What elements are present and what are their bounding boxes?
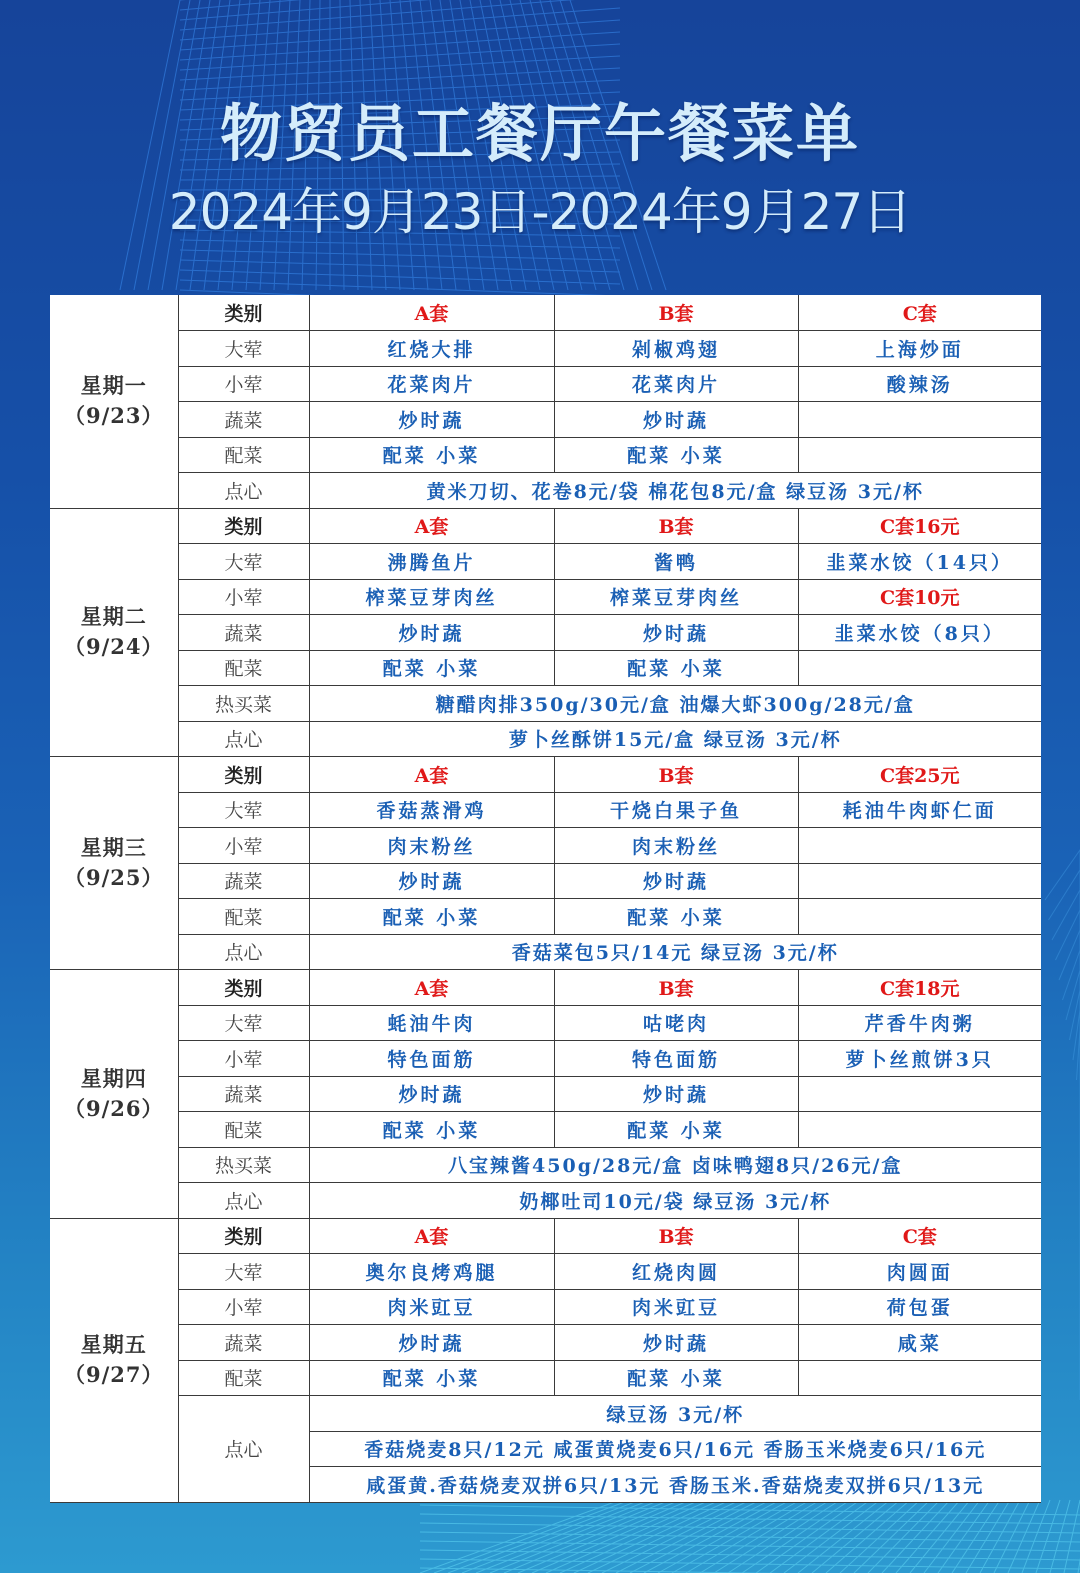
set-c-dish [798, 650, 1041, 686]
category-header: 类别 [178, 295, 309, 331]
set-a-header: A套 [309, 295, 554, 331]
day-cell [50, 1218, 178, 1502]
extra-items: 萝卜丝酥饼15元/盒 绿豆汤 3元/杯 [309, 721, 1041, 757]
dish-row [50, 366, 1041, 402]
category-label: 大荤 [178, 1005, 309, 1041]
set-a-header: A套 [309, 757, 554, 793]
set-b-dish: 配菜 小菜 [554, 899, 798, 935]
set-c-dish: 芹香牛肉粥 [798, 1005, 1041, 1041]
dish-row [50, 828, 1041, 864]
set-a-dish: 特色面筋 [309, 1041, 554, 1077]
set-a-dish: 肉米豇豆 [309, 1289, 554, 1325]
dish-row [50, 1112, 1041, 1148]
page-title: 物贸员工餐厅午餐菜单 [219, 97, 860, 170]
set-c-dish [798, 828, 1041, 864]
set-header-row [50, 295, 1041, 331]
dish-row [50, 1325, 1041, 1361]
category-label: 小荤 [178, 1289, 309, 1325]
extra-items: 糖醋肉排350g/30元/盒 油爆大虾300g/28元/盒 [309, 686, 1041, 722]
set-c-dish: 肉圆面 [798, 1254, 1041, 1290]
extra-row [50, 934, 1041, 970]
set-b-dish: 配菜 小菜 [554, 437, 798, 473]
set-header-row [50, 508, 1041, 544]
day-cell [50, 757, 178, 970]
dish-row [50, 402, 1041, 438]
category-label: 蔬菜 [178, 863, 309, 899]
set-a-dish: 榨菜豆芽肉丝 [309, 579, 554, 615]
dish-row [50, 1076, 1041, 1112]
category-header: 类别 [178, 508, 309, 544]
set-a-dish: 炒时蔬 [309, 402, 554, 438]
category-label: 配菜 [178, 1112, 309, 1148]
set-c-dish: 荷包蛋 [798, 1289, 1041, 1325]
set-c-dish: 咸菜 [798, 1325, 1041, 1361]
set-b-header: B套 [554, 508, 798, 544]
set-a-dish: 蚝油牛肉 [309, 1005, 554, 1041]
extra-category-label: 点心 [178, 473, 309, 509]
extra-items: 八宝辣酱450g/28元/盒 卤味鸭翅8只/26元/盒 [309, 1147, 1041, 1183]
dish-row [50, 1360, 1041, 1396]
set-b-dish: 干烧白果子鱼 [554, 792, 798, 828]
dish-row [50, 437, 1041, 473]
set-c-header: C套18元 [798, 970, 1041, 1006]
set-b-dish: 炒时蔬 [554, 1325, 798, 1361]
category-label: 大荤 [178, 1254, 309, 1290]
day-name: 星期三 [80, 835, 147, 860]
extra-row [50, 1147, 1041, 1183]
set-b-dish: 榨菜豆芽肉丝 [554, 579, 798, 615]
set-b-dish: 酱鸭 [554, 544, 798, 580]
set-a-dish: 配菜 小菜 [309, 899, 554, 935]
extra-items: 咸蛋黄.香菇烧麦双拼6只/13元 香肠玉米.香菇烧麦双拼6只/13元 [309, 1467, 1041, 1503]
day-date: （9/23） [63, 403, 164, 429]
menu-header [0, 0, 1080, 290]
category-header: 类别 [178, 757, 309, 793]
set-a-dish: 肉末粉丝 [309, 828, 554, 864]
extra-row [50, 473, 1041, 509]
set-a-dish: 炒时蔬 [309, 615, 554, 651]
extra-row [50, 1183, 1041, 1219]
extra-row [50, 1396, 1041, 1432]
set-a-dish: 红烧大排 [309, 331, 554, 367]
extra-items: 奶椰吐司10元/袋 绿豆汤 3元/杯 [309, 1183, 1041, 1219]
set-c-subheader: C套10元 [798, 579, 1041, 615]
extra-items: 黄米刀切、花卷8元/袋 棉花包8元/盒 绿豆汤 3元/杯 [309, 473, 1041, 509]
set-c-dish: 萝卜丝煎饼3只 [798, 1041, 1041, 1077]
extra-items: 香菇菜包5只/14元 绿豆汤 3元/杯 [309, 934, 1041, 970]
set-b-dish: 炒时蔬 [554, 863, 798, 899]
set-a-dish: 炒时蔬 [309, 863, 554, 899]
set-a-dish: 沸腾鱼片 [309, 544, 554, 580]
extra-row [50, 721, 1041, 757]
set-c-dish: 上海炒面 [798, 331, 1041, 367]
extra-category-label: 点心 [178, 721, 309, 757]
set-c-dish: 韭菜水饺（8只） [798, 615, 1041, 651]
extra-category-label: 热买菜 [178, 686, 309, 722]
set-c-dish [798, 437, 1041, 473]
day-name: 星期四 [80, 1065, 147, 1091]
set-b-header: B套 [554, 757, 798, 793]
day-cell [50, 970, 178, 1219]
set-a-dish: 香菇蒸滑鸡 [309, 792, 554, 828]
dish-row [50, 863, 1041, 899]
dish-row [50, 544, 1041, 580]
category-label: 配菜 [178, 899, 309, 935]
day-date: （9/26） [63, 1095, 164, 1121]
set-c-dish [798, 899, 1041, 935]
set-a-header: A套 [309, 1218, 554, 1254]
set-c-header: C套16元 [798, 508, 1041, 544]
set-c-dish: 韭菜水饺（14只） [798, 544, 1041, 580]
set-a-header: A套 [309, 970, 554, 1006]
set-b-dish: 特色面筋 [554, 1041, 798, 1077]
category-label: 大荤 [178, 544, 309, 580]
day-name: 星期二 [80, 604, 147, 630]
dish-row [50, 899, 1041, 935]
set-header-row [50, 970, 1041, 1006]
set-b-dish: 炒时蔬 [554, 615, 798, 651]
category-label: 配菜 [178, 437, 309, 473]
day-date: （9/25） [63, 865, 164, 890]
dish-row [50, 1289, 1041, 1325]
set-b-dish: 花菜肉片 [554, 366, 798, 402]
set-a-dish: 花菜肉片 [309, 366, 554, 402]
set-b-dish: 红烧肉圆 [554, 1254, 798, 1290]
set-c-dish [798, 863, 1041, 899]
set-b-dish: 配菜 小菜 [554, 1112, 798, 1148]
category-label: 配菜 [178, 1360, 309, 1396]
category-label: 蔬菜 [178, 1076, 309, 1112]
category-label: 大荤 [178, 792, 309, 828]
set-b-dish: 剁椒鸡翅 [554, 331, 798, 367]
dish-row [50, 792, 1041, 828]
dish-row [50, 1041, 1041, 1077]
set-c-dish: 耗油牛肉虾仁面 [798, 792, 1041, 828]
category-label: 蔬菜 [178, 402, 309, 438]
set-a-dish: 配菜 小菜 [309, 650, 554, 686]
set-b-header: B套 [554, 295, 798, 331]
set-c-dish [798, 1076, 1041, 1112]
set-a-dish: 配菜 小菜 [309, 437, 554, 473]
set-c-dish: 酸辣汤 [798, 366, 1041, 402]
set-a-dish: 炒时蔬 [309, 1076, 554, 1112]
set-header-row [50, 1218, 1041, 1254]
set-b-dish: 配菜 小菜 [554, 650, 798, 686]
category-label: 蔬菜 [178, 615, 309, 651]
extra-category-label: 点心 [178, 1396, 309, 1503]
extra-category-label: 热买菜 [178, 1147, 309, 1183]
set-a-header: A套 [309, 508, 554, 544]
dish-row [50, 331, 1041, 367]
dish-row [50, 579, 1041, 615]
extra-items: 绿豆汤 3元/杯 [309, 1396, 1041, 1432]
extra-category-label: 点心 [178, 934, 309, 970]
set-b-header: B套 [554, 970, 798, 1006]
dish-row [50, 615, 1041, 651]
set-b-dish: 肉末粉丝 [554, 828, 798, 864]
day-cell [50, 295, 178, 508]
weekly-menu-table [50, 295, 1041, 1503]
category-label: 小荤 [178, 828, 309, 864]
day-name: 星期一 [80, 373, 147, 399]
category-header: 类别 [178, 970, 309, 1006]
set-b-dish: 炒时蔬 [554, 402, 798, 438]
set-c-header: C套25元 [798, 757, 1041, 793]
set-header-row [50, 757, 1041, 793]
dish-row [50, 650, 1041, 686]
category-label: 小荤 [178, 579, 309, 615]
set-c-dish [798, 402, 1041, 438]
set-b-dish: 配菜 小菜 [554, 1360, 798, 1396]
extra-category-label: 点心 [178, 1183, 309, 1219]
set-b-dish: 炒时蔬 [554, 1076, 798, 1112]
category-label: 大荤 [178, 331, 309, 367]
category-label: 小荤 [178, 1041, 309, 1077]
set-b-dish: 肉米豇豆 [554, 1289, 798, 1325]
set-a-dish: 奥尔良烤鸡腿 [309, 1254, 554, 1290]
category-label: 配菜 [178, 650, 309, 686]
set-c-dish [798, 1360, 1041, 1396]
category-label: 小荤 [178, 366, 309, 402]
category-header: 类别 [178, 1218, 309, 1254]
set-c-header: C套 [798, 1218, 1041, 1254]
set-b-header: B套 [554, 1218, 798, 1254]
extra-items: 香菇烧麦8只/12元 咸蛋黄烧麦6只/16元 香肠玉米烧麦6只/16元 [309, 1431, 1041, 1467]
day-name: 星期五 [80, 1332, 147, 1357]
set-c-dish [798, 1112, 1041, 1148]
date-range: 2024年9月23日-2024年9月27日 [168, 183, 912, 241]
day-date: （9/24） [63, 634, 164, 660]
set-b-dish: 咕咾肉 [554, 1005, 798, 1041]
day-cell [50, 508, 178, 757]
dish-row [50, 1005, 1041, 1041]
set-a-dish: 炒时蔬 [309, 1325, 554, 1361]
set-a-dish: 配菜 小菜 [309, 1112, 554, 1148]
extra-row [50, 686, 1041, 722]
set-a-dish: 配菜 小菜 [309, 1360, 554, 1396]
dish-row [50, 1254, 1041, 1290]
category-label: 蔬菜 [178, 1325, 309, 1361]
day-date: （9/27） [63, 1362, 164, 1387]
set-c-header: C套 [798, 295, 1041, 331]
